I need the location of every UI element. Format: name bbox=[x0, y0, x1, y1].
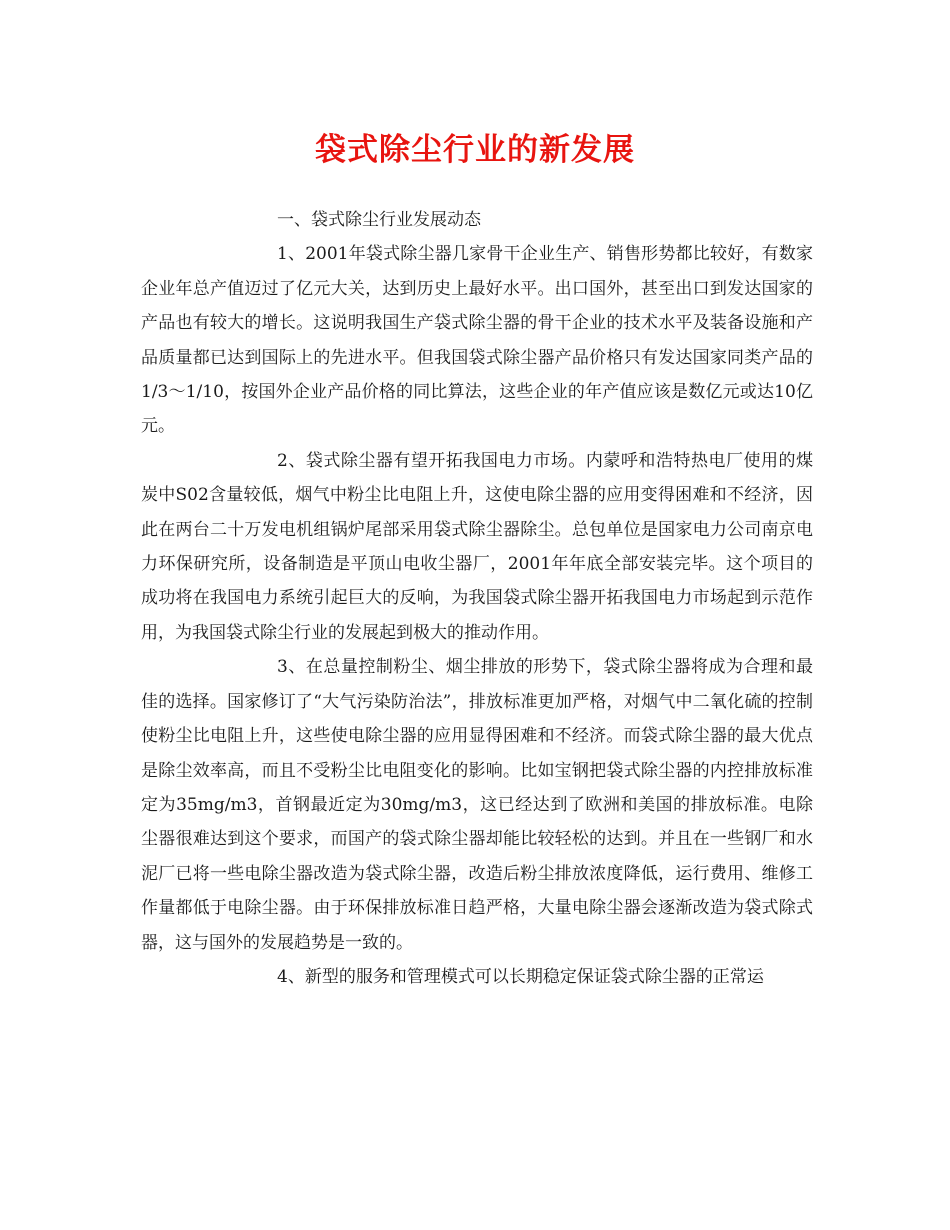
document-body bbox=[141, 203, 813, 994]
paragraph-3: 3、在总量控制粉尘、烟尘排放的形势下，袋式除尘器将成为合理和最佳的选择。国家修订了“大气污染防治法”，排放标准更加严格，对烟气中二氧化硫的控制使粉尘比电阻上升，这些使电除尘器的应用显得困难和不经济。而袋式除尘器的最大优点是除尘效率高，而且不受粉尘比电阻变化的影响。比如宝钢把袋式除尘器的内控排放标准定为35mg/m3，首钢最近定为30mg/m3，这已经达到了欧洲和美国的排放标准。电除尘器很难达到这个要求，而国产的袋式除尘器却能比较轻松的达到。并且在一些钢厂和水泥厂已将一些电除尘器改造为袋式除尘器，改造后粉尘排放浓度降低，运行费用、维修工作量都低于电除尘器。由于环保排放标准日趋严格，大量电除尘器会逐渐改造为袋式除式器，这与国外的发展趋势是一致的。 bbox=[141, 657, 813, 953]
paragraph-4: 4、新型的服务和管理模式可以长期稳定保证袋式除尘器的正常运 bbox=[277, 966, 764, 987]
document-title: 袋式除尘行业的新发展 bbox=[315, 132, 635, 168]
paragraph-2: 2、袋式除尘器有望开拓我国电力市场。内蒙呼和浩特热电厂使用的煤炭中S02含量较低，烟气中粉尘比电阻上升，这使电除尘器的应用变得困难和不经济，因此在两台二十万发电机组锅炉尾部采用袋式除尘器除尘。总包单位是国家电力公司南京电力环保研究所，设备制造是平顶山电收尘器厂，2001年年底全部安装完毕。这个项目的成功将在我国电力系统引起巨大的反响，为我国袋式除尘器开拓我国电力市场起到示范作用，为我国袋式除尘行业的发展起到极大的推动作用。 bbox=[141, 450, 813, 643]
section-heading: 一、袋式除尘行业发展动态 bbox=[277, 210, 481, 230]
paragraph-1: 1、2001年袋式除尘器几家骨干企业生产、销售形势都比较好，有数家企业年总产值迈过了亿元大关，达到历史上最好水平。出口国外，甚至出口到发达国家的产品也有较大的增长。这说明我国生产袋式除尘器的骨干企业的技术水平及装备设施和产品质量都已达到国际上的先进水平。但我国袋式除尘器产品价格只有发达国家同类产品的1/3～1/10，按国外企业产品价格的同比算法，这些企业的年产值应该是数亿元或达10亿元。 bbox=[141, 244, 813, 437]
